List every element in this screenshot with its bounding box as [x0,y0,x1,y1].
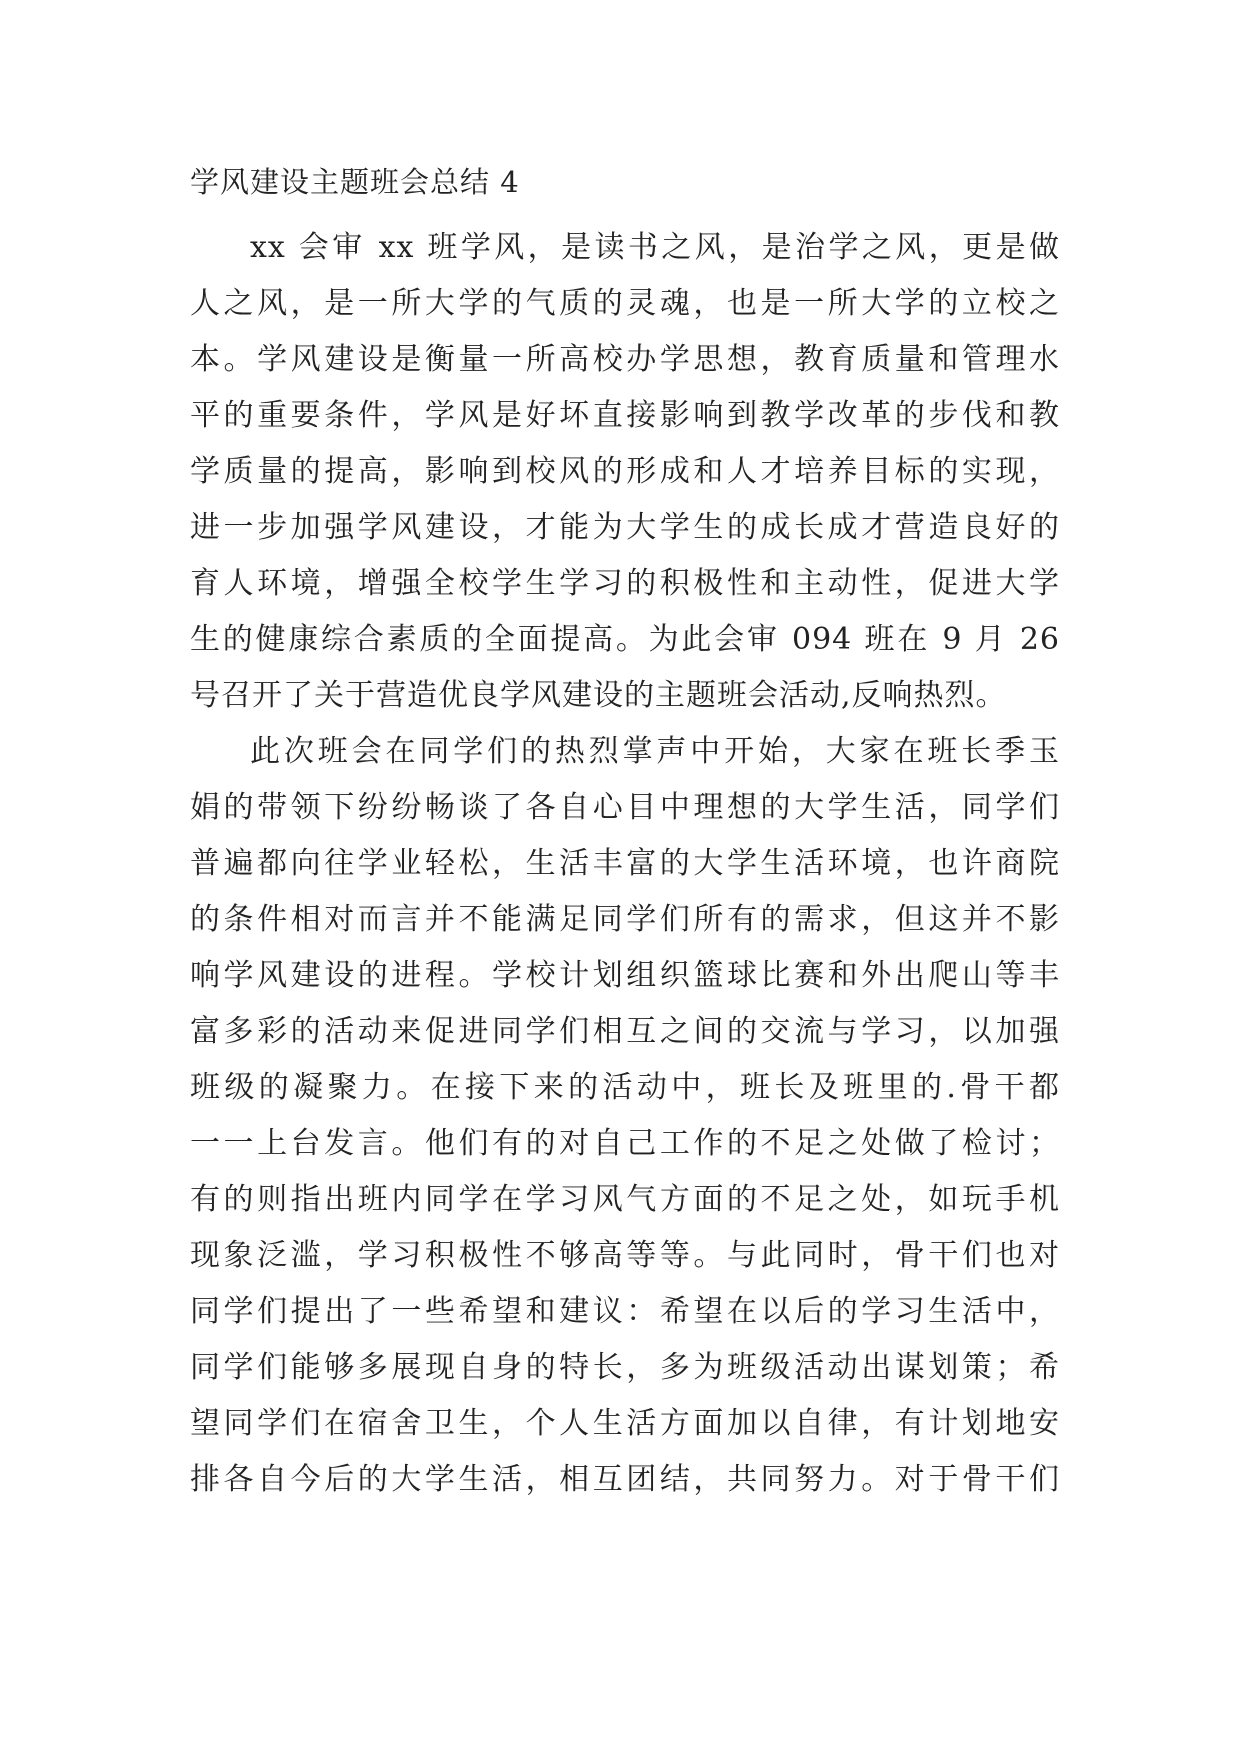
document-body [190,220,1060,1508]
text-line: 此次班会在同学们的热烈掌声中开始，大家在班长季玉 [250,734,1060,769]
text-line: 一一上台发言。他们有的对自己工作的不足之处做了检讨； [190,1126,1060,1161]
text-line: 的条件相对而言并不能满足同学们所有的需求，但这并不影 [190,902,1060,937]
paragraph-2 [190,724,1060,1508]
text-line: 有的则指出班内同学在学习风气方面的不足之处，如玩手机 [190,1182,1060,1217]
text-line: 望同学们在宿舍卫生，个人生活方面加以自律，有计划地安 [190,1406,1060,1441]
text-line: 现象泛滥，学习积极性不够高等等。与此同时，骨干们也对 [190,1238,1060,1273]
text-line: 本。学风建设是衡量一所高校办学思想，教育质量和管理水 [190,342,1060,377]
text-line: 人之风，是一所大学的气质的灵魂，也是一所大学的立校之 [190,286,1060,321]
paragraph-1 [190,220,1060,724]
text-line: 响学风建设的进程。学校计划组织篮球比赛和外出爬山等丰 [190,958,1060,993]
text-line: 生的健康综合素质的全面提高。为此会审 094 班在 9 月 26 [190,622,1060,657]
text-line: 学质量的提高，影响到校风的形成和人才培养目标的实现， [190,454,1060,489]
text-line: 育人环境，增强全校学生学习的积极性和主动性，促进大学 [190,566,1060,601]
text-line: 号召开了关于营造优良学风建设的主题班会活动,反响热烈。 [190,678,1007,713]
document-title: 学风建设主题班会总结 4 [190,165,520,199]
text-line: 排各自今后的大学生活，相互团结，共同努力。对于骨干们 [190,1462,1060,1497]
text-line: 娟的带领下纷纷畅谈了各自心目中理想的大学生活，同学们 [190,790,1060,825]
text-line: 富多彩的活动来促进同学们相互之间的交流与学习，以加强 [190,1014,1060,1049]
text-line: 班级的凝聚力。在接下来的活动中，班长及班里的.骨干都 [190,1070,1060,1105]
text-line: 同学们提出了一些希望和建议：希望在以后的学习生活中， [190,1294,1060,1329]
text-line: 同学们能够多展现自身的特长，多为班级活动出谋划策；希 [190,1350,1060,1385]
text-line: xx 会审 xx 班学风，是读书之风，是治学之风，更是做 [250,230,1060,265]
text-line: 平的重要条件，学风是好坏直接影响到教学改革的步伐和教 [190,398,1060,433]
text-line: 进一步加强学风建设，才能为大学生的成长成才营造良好的 [190,510,1060,545]
text-line: 普遍都向往学业轻松，生活丰富的大学生活环境，也许商院 [190,846,1060,881]
